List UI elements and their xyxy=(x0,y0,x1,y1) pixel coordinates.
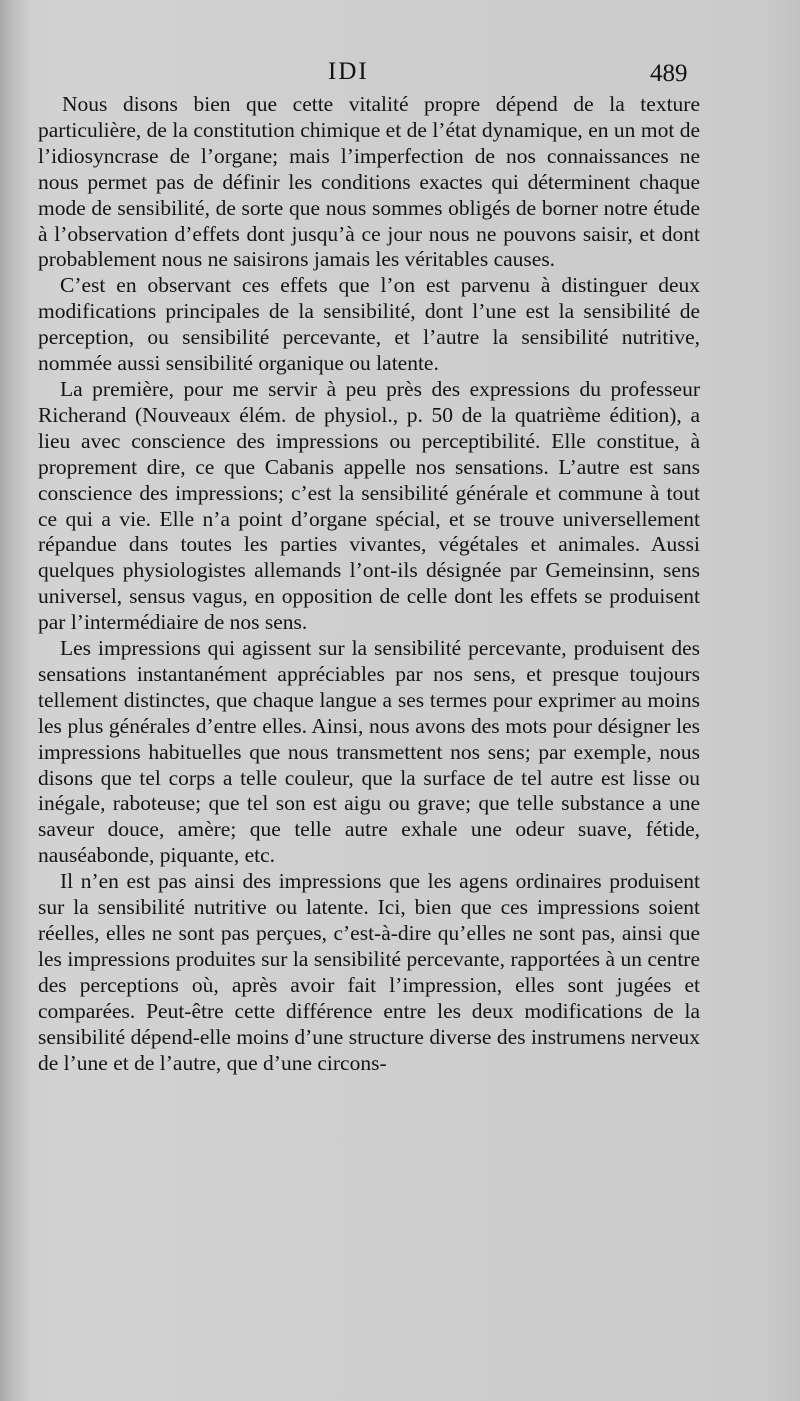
page-header xyxy=(0,56,800,96)
paragraph: Il n’en est pas ainsi des impressions que les agens ordinaires produisent sur la sensibilité nutritive ou latente. Ici, bien que ces impressions soient réelles, elles ne sont pas perçues, c’est-à-dire qu’elles ne sont pas, ainsi que les impressions produites sur la sensibilité percevante, rapportées à un centre des perceptions où, après avoir fait l’impression, elles sont jugées et comparées. Peut-être cette différence entre les deux modifications de la sensibilité dépend-elle moins d’une structure diverse des instrumens nerveux de l’une et de l’autre, que d’une circons- xyxy=(38,869,700,1075)
paragraph: La première, pour me servir à peu près des expressions du professeur Richerand (Nouveaux élém. de physiol., p. 50 de la quatrième édition), a lieu avec conscience des impressions ou perceptibilité. Elle constitue, à proprement dire, ce que Cabanis appelle nos sensations. L’autre est sans conscience des impressions; c’est la sensibilité générale et commune à tout ce qui a vie. Elle n’a point d’organe spécial, et se trouve universellement répandue dans toutes les parties vivantes, végétales et animales. Aussi quelques physiologistes allemands l’ont-ils désignée par Gemeinsinn, sens universel, sensus vagus, en opposition de celle dont les effets se produisent par l’intermédiaire de nos sens. xyxy=(38,376,700,635)
paragraph: Nous disons bien que cette vitalité propre dépend de la texture particulière, de la constitution chimique et de l’état dynamique, en un mot de l’idiosyncrase de l’organe; mais l’imperfection de nos connaissances ne nous permet pas de définir les conditions exactes qui déterminent chaque mode de sensibilité, de sorte que nous sommes obligés de borner notre étude à l’observation d’effets dont jusqu’à ce jour nous ne pouvons saisir, et dont probablement nous ne saisirons jamais les véritables causes. xyxy=(38,92,700,272)
body-text xyxy=(38,92,700,1076)
running-head: IDI xyxy=(328,58,369,85)
paragraph: C’est en observant ces effets que l’on est parvenu à distinguer deux modifications principales de la sensibilité, dont l’une est la sensibilité de perception, ou sensibilité percevante, et l’autre la sensibilité nutritive, nommée aussi sensibilité organique ou latente. xyxy=(38,273,700,376)
page-number: 489 xyxy=(650,60,688,87)
paragraph: Les impressions qui agissent sur la sensibilité percevante, produisent des sensations instantanément appréciables par nos sens, et presque toujours tellement distinctes, que chaque langue a ses termes pour exprimer au moins les plus générales d’entre elles. Ainsi, nous avons des mots pour désigner les impressions habituelles que nous transmettent nos sens; par exemple, nous disons que tel corps a telle couleur, que la surface de tel autre est lisse ou inégale, raboteuse; que tel son est aigu ou grave; que telle substance a une saveur douce, amère; que telle autre exhale une odeur suave, fétide, nauséabonde, piquante, etc. xyxy=(38,636,700,868)
